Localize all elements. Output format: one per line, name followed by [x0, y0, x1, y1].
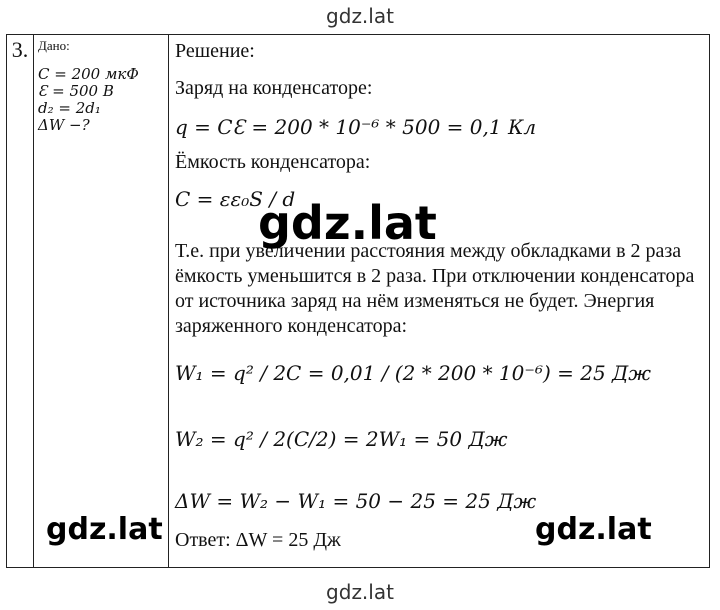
- task-table: [6, 34, 710, 568]
- given-heading: Дано:: [38, 38, 70, 53]
- given-distance: d₂ = 2d₁: [38, 99, 101, 117]
- charge-label: Заряд на конденсаторе:: [175, 77, 373, 99]
- explanation-text: Т.е. при увеличении расстояния между обкладками в 2 раза ёмкость уменьшится в 2 раза. При отключении конденсатора от источника заряд на нём изменяться не будет. Энергия заряженного конденсатора:: [175, 240, 695, 337]
- watermark-center: gdz.lat: [258, 196, 437, 250]
- answer: Ответ: ΔW = 25 Дж: [175, 529, 341, 551]
- given-capacitance: C = 200 мкФ: [38, 65, 139, 83]
- given-emf: Ɛ = 500 В: [38, 82, 114, 100]
- charge-formula: q = CƐ = 200 * 10⁻⁶ * 500 = 0,1 Кл: [175, 115, 537, 139]
- watermark-top: gdz.lat: [326, 4, 394, 28]
- watermark-right: gdz.lat: [535, 512, 652, 547]
- w1-formula: W₁ = q² / 2C = 0,01 / (2 * 200 * 10⁻⁶) = 25 Дж: [175, 361, 652, 385]
- task-number: 3.: [7, 35, 34, 568]
- capacity-label: Ёмкость конденсатора:: [175, 151, 371, 173]
- solution-column: [169, 35, 710, 568]
- given-column: [34, 35, 169, 568]
- solution-heading: Решение:: [175, 40, 255, 62]
- capacity-formula: C = εε₀S / d: [175, 187, 296, 211]
- watermark-bottom: gdz.lat: [326, 580, 394, 604]
- delta-w-formula: ΔW = W₂ − W₁ = 50 − 25 = 25 Дж: [175, 489, 537, 513]
- given-unknown: ΔW −?: [38, 116, 90, 134]
- watermark-left: gdz.lat: [46, 512, 163, 547]
- w2-formula: W₂ = q² / 2(C/2) = 2W₁ = 50 Дж: [175, 427, 508, 451]
